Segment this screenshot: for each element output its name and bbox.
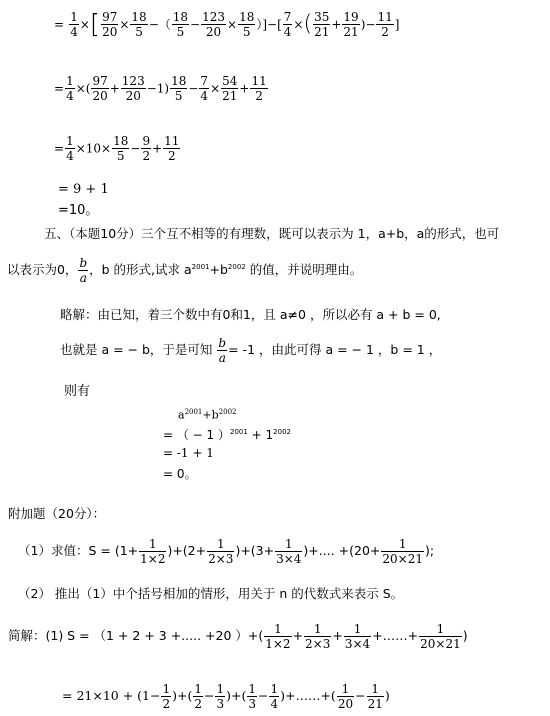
fraction: $\frac{97}{20}$ (92, 74, 108, 103)
bonus-q1: （1）求值：S = (1+ $\frac{1}{1\times 2}$ )+(2+ $\frac{1}{2\times 3}$ )+(3+ $\frac{1}{3\times 4}$ )+.... +(20+ $\frac{1}{20\times 21}$ ); (18, 537, 435, 566)
fraction: $\frac{7}{4}$ (283, 10, 292, 39)
fraction: $\frac{18}{5}$ (239, 10, 255, 39)
fraction: $\frac{1}{3\times 4}$ (344, 622, 371, 651)
bonus-title: 附加题（20分）： (8, 506, 106, 521)
brief-line-1: 简解：(1) S = （1 + 2 + 3 +..... +20 ）+( $\frac{1}{1\times 2}$ + $\frac{1}{2\times 3}$ + $\frac{1}{3\times 4}$ +……+ $\frac{1}{20\times 21}$ ) (8, 622, 468, 651)
calc-line-4: = 9 + 1 (58, 182, 109, 197)
equals: = (54, 17, 65, 32)
brief-line-2: = 21×10 + (1− $\frac{1}{2}$ )+( $\frac{1}{2}$ − $\frac{1}{3}$ )+( $\frac{1}{3}$ − $\frac{1}{4}$ )+……+( $\frac{1}{20}$ − $\frac{1}{21}$ ) (62, 682, 390, 711)
bonus-q2: （2） 推出（1）中个括号相加的情形，用关于 n 的代数式来表示 S。 (18, 586, 404, 601)
fraction: $\frac{18}{5}$ (131, 10, 147, 39)
fraction: $\frac{1}{20\times 21}$ (420, 622, 461, 651)
fraction: $\frac{1}{3}$ (248, 682, 256, 711)
solution-5-eq-1: = （ − 1 ）$^{2001} + 1^{2002}$ (163, 428, 291, 442)
fraction: $\frac{18}{5}$ (113, 134, 129, 163)
equals: = (54, 141, 65, 156)
fraction: $\frac{1}{2}$ (194, 682, 202, 711)
fraction: $\frac{1}{4}$ (270, 682, 279, 711)
fraction: $\frac{97}{20}$ (102, 10, 118, 39)
fraction: $\frac{1}{4}$ (66, 134, 74, 163)
fraction: $\frac{1}{21}$ (367, 682, 383, 711)
solution-5-line-1: 略解：由已知，着三个数中有0和1，且 a≠0 ，所以必有 a + b = 0, (60, 307, 441, 322)
fraction-b-over-a: $\frac{b}{a}$ (218, 336, 227, 365)
solution-5-line-2: 也就是 a = − b，于是可知 $\frac{b}{a}$ = -1 ，由此可得 a = − 1 ，b = 1 ， (60, 336, 442, 365)
fraction: $\frac{123}{20}$ (121, 74, 145, 103)
fraction: $\frac{123}{20}$ (202, 10, 225, 39)
calc-line-2: = $\frac{1}{4}$ ×( $\frac{97}{20}$ + $\frac{123}{20}$ −1) $\frac{18}{5}$ − $\frac{7}{4}$ × $\frac{54}{21}$ + $\frac{11}{2}$ (54, 74, 267, 103)
fraction: $\frac{11}{2}$ (377, 10, 393, 39)
fraction: $\frac{18}{5}$ (172, 10, 189, 39)
fraction: $\frac{1}{1\times 2}$ (265, 622, 291, 651)
problem-5-line-2: 以表示为0， $\frac{b}{a}$ ，b 的形式,试求 $a^{2001}+b^{2002}$ 的值，并说明理由。 (7, 256, 363, 285)
calc-line-3: = $\frac{1}{4}$ ×10× $\frac{18}{5}$ − $\frac{9}{2}$ + $\frac{11}{2}$ (54, 134, 180, 163)
fraction: $\frac{1}{2}$ (162, 682, 171, 711)
fraction: $\frac{1}{3}$ (216, 682, 225, 711)
fraction: $\frac{35}{21}$ (314, 10, 330, 39)
fraction: $\frac{1}{4}$ (66, 74, 74, 103)
problem-5-line-1: 五、（本题10分）三个互不相等的有理数，既可以表示为 1，a+b，a的形式，也可 (44, 226, 500, 241)
solution-5-eq-3: = 0。 (163, 467, 197, 481)
equals: = (54, 81, 65, 96)
solution-5-eq-2: = -1 + 1 (163, 446, 214, 460)
fraction: $\frac{1}{20\times 21}$ (382, 537, 423, 566)
fraction: $\frac{1}{4}$ (70, 10, 78, 39)
fraction: $\frac{1}{2\times 3}$ (305, 622, 331, 651)
fraction: $\frac{9}{2}$ (142, 134, 151, 163)
fraction: $\frac{19}{21}$ (343, 10, 359, 39)
calc-line-5: =10。 (58, 203, 99, 218)
fraction: $\frac{1}{1\times 2}$ (140, 537, 166, 566)
fraction: $\frac{1}{2\times 3}$ (208, 537, 234, 566)
solution-5-expr: $a^{2001}+b^{2002}$ (178, 408, 237, 422)
solution-5-line-3: 则有 (64, 384, 91, 399)
fraction: $\frac{1}{20}$ (337, 682, 354, 711)
fraction: $\frac{1}{3\times 4}$ (276, 537, 302, 566)
fraction-b-over-a: $\frac{b}{a}$ (79, 256, 88, 285)
fraction: $\frac{54}{21}$ (222, 74, 238, 103)
fraction: $\frac{11}{2}$ (164, 134, 180, 163)
fraction: $\frac{11}{2}$ (251, 74, 267, 103)
fraction: $\frac{7}{4}$ (200, 74, 209, 103)
calc-line-1: = $\frac{1}{4}$ ×[ $\frac{97}{20}$ × $\frac{18}{5}$ −（ $\frac{18}{5}$ − $\frac{123}{20}$ × $\frac{18}{5}$ ）]−[ $\frac{7}{4}$ ×( $\frac{35}{21}$ + $\frac{19}{21}$ )− $\frac{11}{2}$ ] (54, 9, 400, 40)
fraction: $\frac{18}{5}$ (171, 74, 187, 103)
